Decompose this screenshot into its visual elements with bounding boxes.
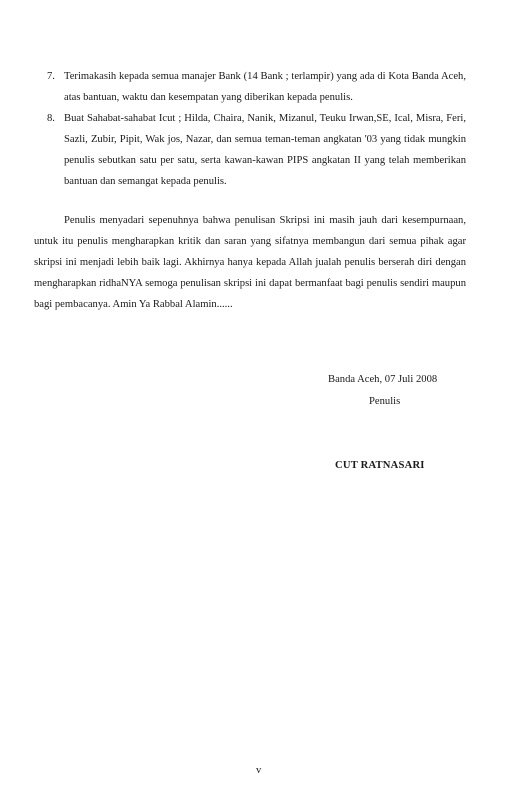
list-item-number: 8. [47,113,55,124]
signature-role: Penulis [369,396,401,407]
list-item-number: 7. [47,71,55,82]
signature-place-date: Banda Aceh, 07 Juli 2008 [328,374,438,385]
page-number: v [256,765,262,776]
list-item [47,66,466,108]
acknowledgement-list [47,66,466,192]
list-item-text: Terimakasih kepada semua manajer Bank (14 Bank ; terlampir) yang ada di Kota Banda Aceh, atas bantuan, waktu dan kesempatan yang diberikan kepada penulis. [64,71,466,103]
list-item [47,108,466,192]
closing-paragraph: Penulis menyadari sepenuhnya bahwa penulisan Skripsi ini masih jauh dari kesempurnaan, untuk itu penulis mengharapkan kritik dan saran yang sifatnya membangun dari semua pihak agar skripsi ini menjadi lebih baik lagi. Akhirnya hanya kepada Allah jualah penulis berserah diri dengan mengharapkan ridhaNYA semoga penulisan skripsi ini dapat bermanfaat bagi penulis sendiri maupun bagi pembacanya. Amin Ya Rabbal Alamin...... [34,215,466,310]
list-item-text: Buat Sahabat-sahabat Icut ; Hilda, Chaira, Nanik, Mizanul, Teuku Irwan,SE, Ical, Misra, Feri, Sazli, Zubir, Pipit, Wak jos, Nazar, dan semua teman-teman angkatan '03 yang tidak mungkin penulis sebutkan satu per satu, serta kawan-kawan PIPS angkatan II yang telah memberikan bantuan dan semangat kepada penulis. [64,113,466,187]
signature-name: CUT RATNASARI [335,460,425,471]
